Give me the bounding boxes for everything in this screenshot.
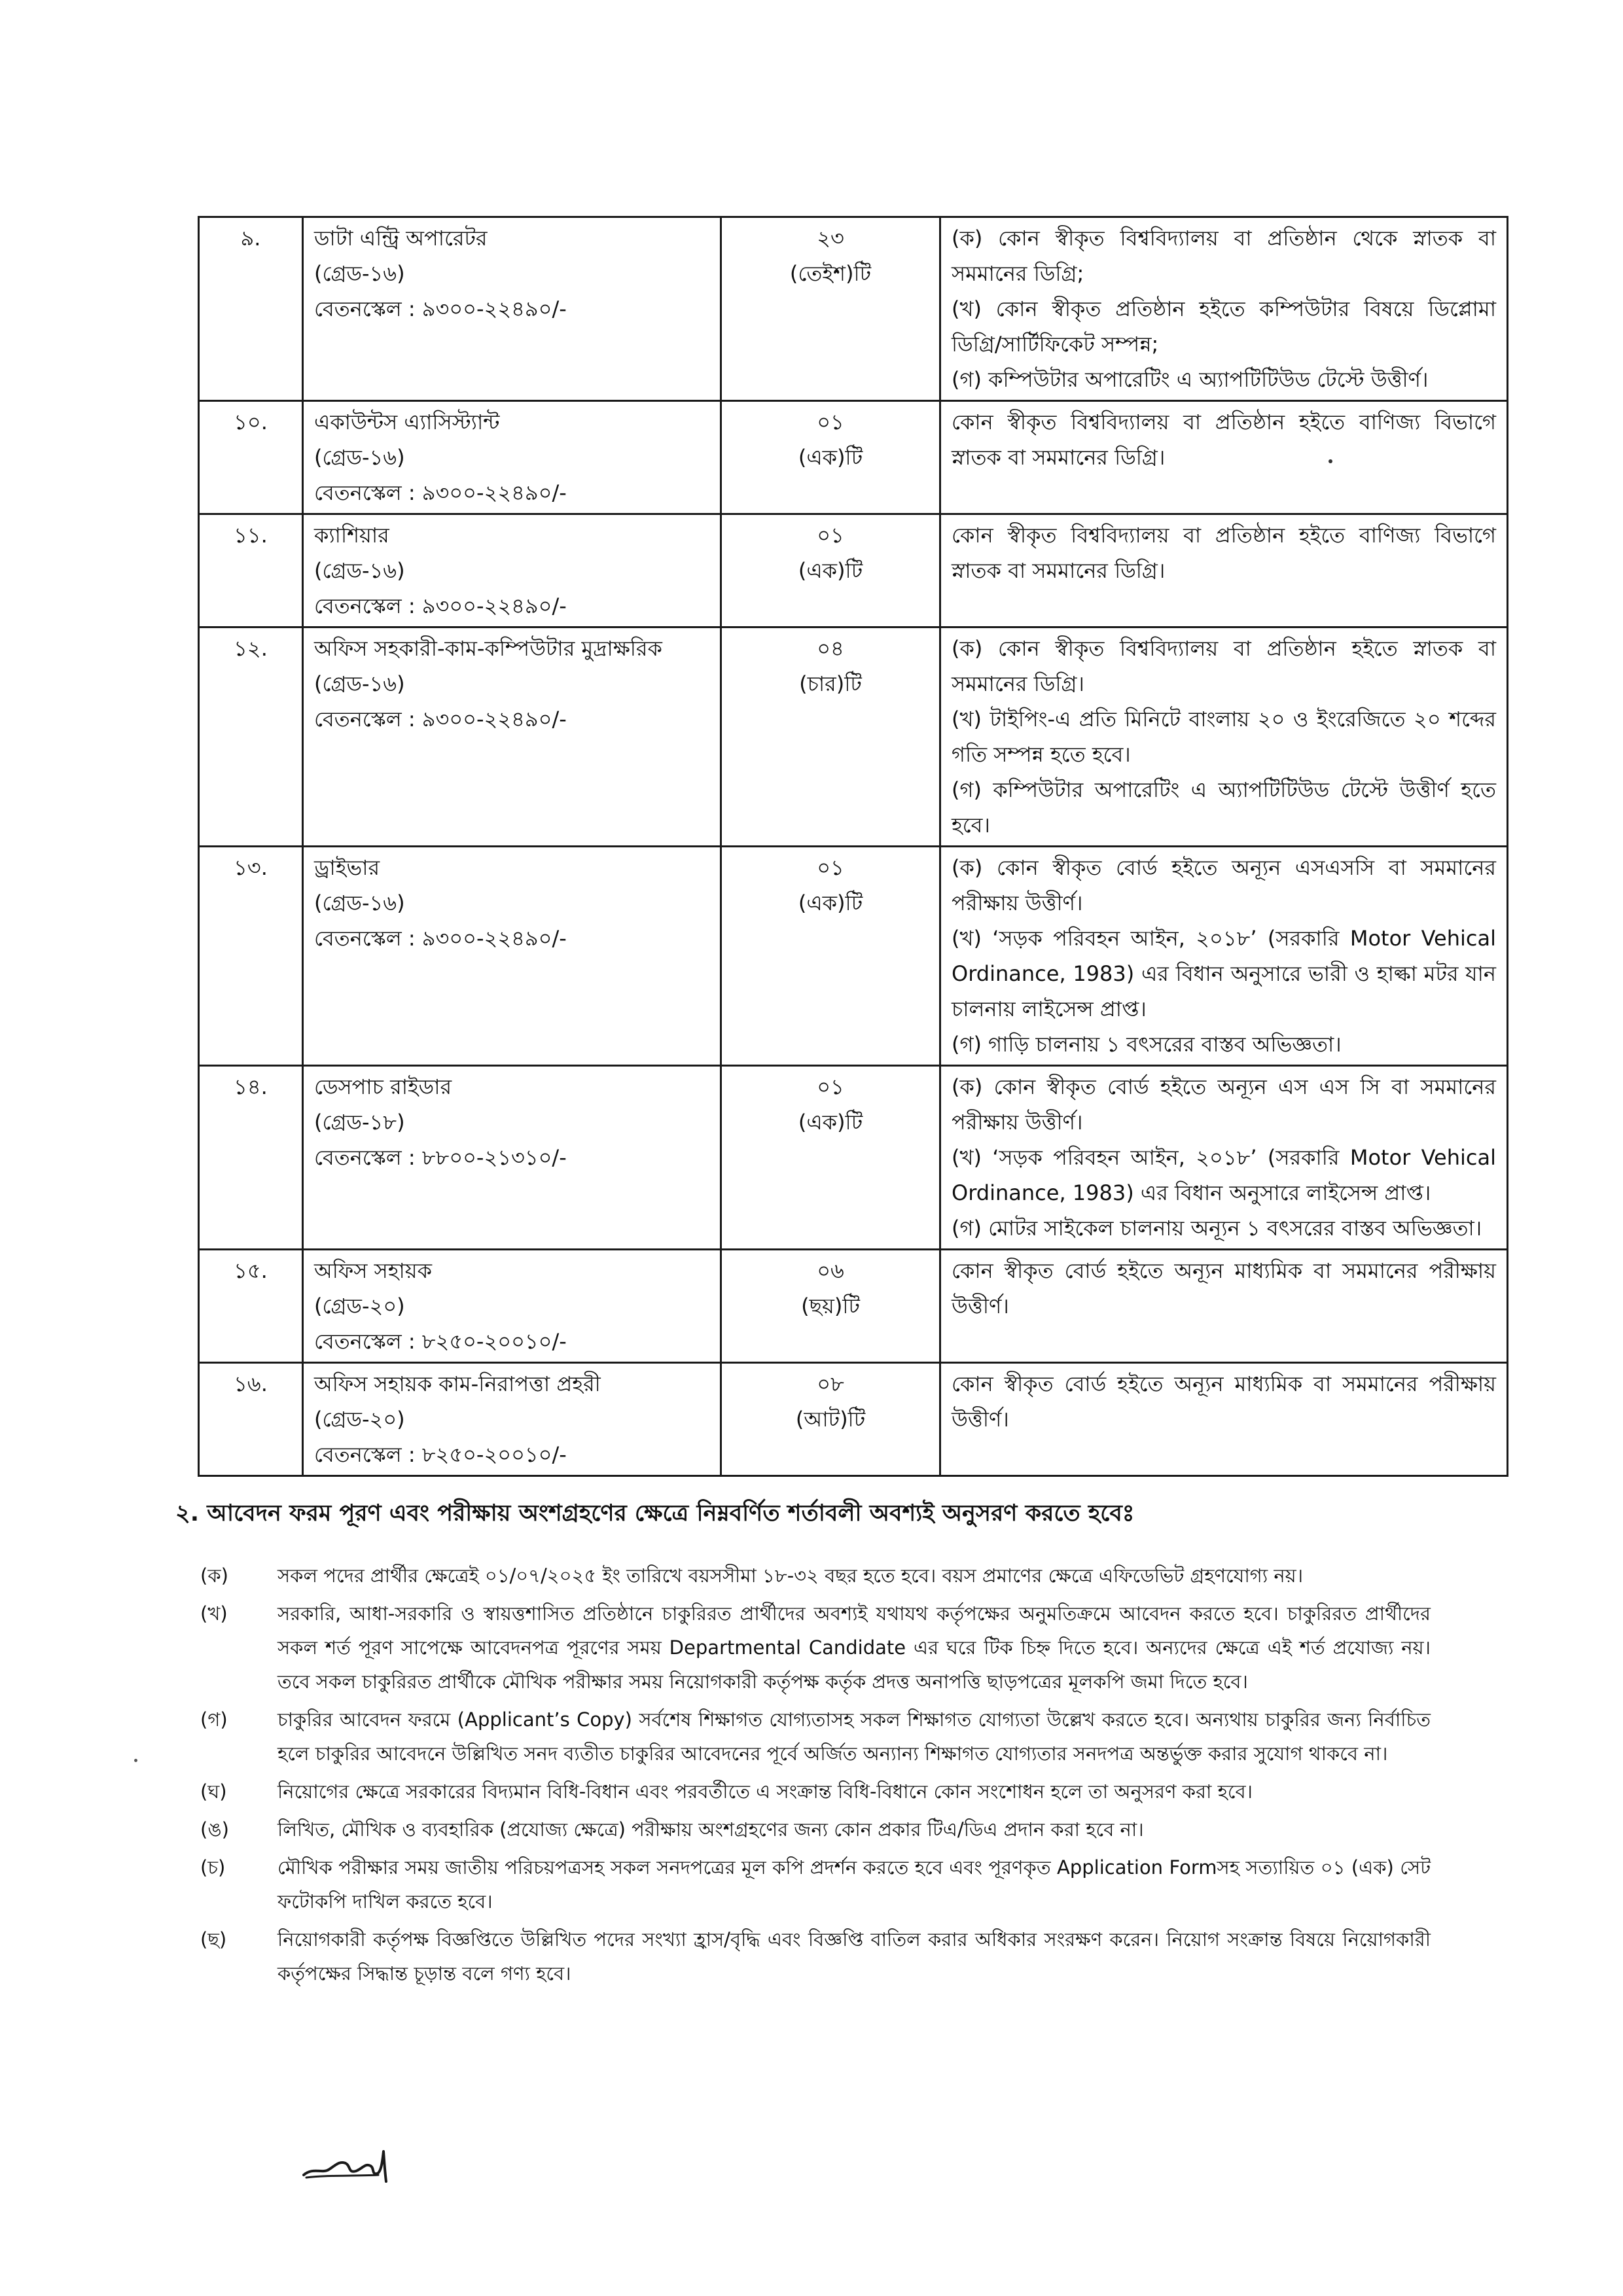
post-name-line: (গ্রেড-১৬) xyxy=(314,558,405,583)
post-serial xyxy=(199,514,303,627)
post-qualification-cell xyxy=(940,401,1508,514)
serial-number: ১৪. xyxy=(234,1074,268,1099)
post-count-line: ০৬ xyxy=(817,1258,844,1283)
serial-number: ৯. xyxy=(240,226,261,251)
post-count-cell xyxy=(721,847,940,1066)
post-name-line: অফিস সহায়ক কাম-নিরাপত্তা প্রহরী xyxy=(314,1371,601,1396)
post-name-line: বেতনস্কেল : ৯৩০০-২২৪৯০/- xyxy=(314,480,567,505)
post-count-line: ০১ xyxy=(817,1074,844,1099)
scan-speck xyxy=(134,1759,137,1762)
condition-item xyxy=(200,1559,1431,1593)
qualification-line: কোন স্বীকৃত বোর্ড হইতে অন্যূন মাধ্যমিক বা সমমানের পরীক্ষায় উত্তীর্ণ। xyxy=(952,1371,1496,1432)
post-qualification-cell xyxy=(940,1066,1508,1250)
post-qualification-cell xyxy=(940,847,1508,1066)
post-name-line: (গ্রেড-২০) xyxy=(314,1407,405,1432)
post-count-line: ০৮ xyxy=(817,1371,844,1396)
post-count-line: (এক)টি xyxy=(798,1110,863,1135)
post-serial xyxy=(199,401,303,514)
post-name-line: বেতনস্কেল : ৯৩০০-২২৪৯০/- xyxy=(314,593,567,618)
condition-label: (ঘ) xyxy=(200,1780,227,1803)
post-name-line: বেতনস্কেল : ৯৩০০-২২৪৯০/- xyxy=(314,707,567,732)
post-qualification-cell xyxy=(940,217,1508,401)
post-serial xyxy=(199,1363,303,1476)
signature-mark xyxy=(300,2141,398,2187)
qualification-line: (ক) কোন স্বীকৃত বিশ্ববিদ্যালয় বা প্রতিষ্ঠান হইতে স্নাতক বা সমমানের ডিগ্রি। xyxy=(952,636,1496,696)
post-qualification-cell xyxy=(940,514,1508,627)
post-name-line: ডাটা এন্ট্রি অপারেটর xyxy=(314,226,488,251)
post-count-line: (তেইশ)টি xyxy=(789,261,872,286)
conditions-heading: ২. আবেদন ফরম পূরণ এবং পরীক্ষায় অংশগ্রহণের ক্ষেত্রে নিম্নবর্ণিত শর্তাবলী অবশ্যই অনুসরণ করতে হবেঃ xyxy=(175,1500,1135,1527)
qualification-line: (খ) টাইপিং-এ প্রতি মিনিটে বাংলায় ২০ ও ইংরেজিতে ২০ শব্দের গতি সম্পন্ন হতে হবে। xyxy=(952,707,1496,767)
post-count-cell xyxy=(721,514,940,627)
post-name-line: বেতনস্কেল : ৯৩০০-২২৪৯০/- xyxy=(314,296,567,321)
post-name-cell xyxy=(303,217,721,401)
post-serial xyxy=(199,1250,303,1363)
post-row xyxy=(199,1363,1508,1476)
condition-label: (ছ) xyxy=(200,1928,227,1951)
post-count-cell xyxy=(721,401,940,514)
post-count-line: ০৪ xyxy=(817,636,844,661)
condition-label: (খ) xyxy=(200,1602,228,1625)
serial-number: ১০. xyxy=(234,410,268,434)
post-count-line: ০১ xyxy=(817,523,844,548)
condition-text: মৌখিক পরীক্ষার সময় জাতীয় পরিচয়পত্রসহ সকল সনদপত্রের মূল কপি প্রদর্শন করতে হবে এবং পূরণকৃত Application Formসহ সত্যায়িত ০১ (এক) সেট ফটোকপি দাখিল করতে হবে। xyxy=(277,1856,1431,1913)
condition-item xyxy=(200,1703,1431,1771)
post-name-line: একাউন্টস এ্যাসিস্ট্যান্ট xyxy=(314,410,500,434)
condition-item xyxy=(200,1922,1431,1990)
condition-item xyxy=(200,1812,1431,1846)
post-name-line: বেতনস্কেল : ৮৮০০-২১৩১০/- xyxy=(314,1145,567,1170)
post-serial xyxy=(199,627,303,847)
post-row xyxy=(199,1250,1508,1363)
qualification-line: (খ) ‘সড়ক পরিবহন আইন, ২০১৮’ (সরকারি Motor Vehical Ordinance, 1983) এর বিধান অনুসারে ভারী ও হাল্কা মটর যান চালনায় লাইসেন্স প্রাপ্ত। xyxy=(952,926,1496,1021)
serial-number: ১১. xyxy=(234,523,268,548)
post-name-line: (গ্রেড-২০) xyxy=(314,1294,405,1318)
post-count-line: ০১ xyxy=(817,855,844,880)
post-count-cell xyxy=(721,1363,940,1476)
post-name-cell xyxy=(303,1066,721,1250)
post-count-cell xyxy=(721,1066,940,1250)
qualification-line: (গ) কম্পিউটার অপারেটিং এ অ্যাপটিটিউড টেস্টে উত্তীর্ণ। xyxy=(952,367,1429,392)
post-row xyxy=(199,1066,1508,1250)
post-name-line: (গ্রেড-১৬) xyxy=(314,891,405,915)
post-count-line: (এক)টি xyxy=(798,558,863,583)
qualification-line: (গ) মোটর সাইকেল চালনায় অন্যূন ১ বৎসরের বাস্তব অভিজ্ঞতা। xyxy=(952,1216,1482,1241)
post-name-line: (গ্রেড-১৮) xyxy=(314,1110,405,1135)
serial-number: ১২. xyxy=(234,636,268,661)
serial-number: ১৩. xyxy=(234,855,268,880)
post-qualification-cell xyxy=(940,1250,1508,1363)
qualification-line: কোন স্বীকৃত বোর্ড হইতে অন্যূন মাধ্যমিক বা সমমানের পরীক্ষায় উত্তীর্ণ। xyxy=(952,1258,1496,1318)
post-serial xyxy=(199,217,303,401)
qualification-line: (ক) কোন স্বীকৃত বোর্ড হইতে অন্যূন এসএসসি বা সমমানের পরীক্ষায় উত্তীর্ণ। xyxy=(952,855,1496,915)
post-name-line: ক্যাশিয়ার xyxy=(314,523,389,548)
qualification-line: (খ) কোন স্বীকৃত প্রতিষ্ঠান হইতে কম্পিউটার বিষয়ে ডিপ্লোমা ডিগ্রি/সার্টিফিকেট সম্পন্ন; xyxy=(952,296,1496,357)
post-name-cell xyxy=(303,627,721,847)
conditions-list xyxy=(200,1559,1431,1994)
qualification-line: (ক) কোন স্বীকৃত বিশ্ববিদ্যালয় বা প্রতিষ্ঠান থেকে স্নাতক বা সমমানের ডিগ্রি; xyxy=(952,226,1496,286)
post-qualification-cell xyxy=(940,1363,1508,1476)
post-name-line: ডেসপাচ রাইডার xyxy=(314,1074,452,1099)
post-row xyxy=(199,217,1508,401)
post-row xyxy=(199,627,1508,847)
condition-label: (ক) xyxy=(200,1564,228,1587)
post-name-line: (গ্রেড-১৬) xyxy=(314,671,405,696)
condition-text: নিয়োগের ক্ষেত্রে সরকারের বিদ্যমান বিধি-বিধান এবং পরবর্তীতে এ সংক্রান্ত বিধি-বিধানে কোন সংশোধন হলে তা অনুসরণ করা হবে। xyxy=(277,1780,1253,1803)
post-count-line: (চার)টি xyxy=(799,671,862,696)
qualification-line: কোন স্বীকৃত বিশ্ববিদ্যালয় বা প্রতিষ্ঠান হইতে বাণিজ্য বিভাগে স্নাতক বা সমমানের ডিগ্রি। xyxy=(952,410,1496,470)
post-count-cell xyxy=(721,627,940,847)
post-serial xyxy=(199,1066,303,1250)
post-count-line: (এক)টি xyxy=(798,445,863,470)
condition-item xyxy=(200,1850,1431,1918)
post-name-line: ড্রাইভার xyxy=(314,855,380,880)
post-count-line: (এক)টি xyxy=(798,891,863,915)
condition-text: নিয়োগকারী কর্তৃপক্ষ বিজ্ঞপ্তিতে উল্লিখিত পদের সংখ্যা হ্রাস/বৃদ্ধি এবং বিজ্ঞপ্তি বাতিল করার অধিকার সংরক্ষণ করেন। নিয়োগ সংক্রান্ত বিষয়ে নিয়োগকারী কর্তৃপক্ষের সিদ্ধান্ত চূড়ান্ত বলে গণ্য হবে। xyxy=(277,1928,1431,1985)
post-count-line: (আট)টি xyxy=(795,1407,866,1432)
post-name-line: বেতনস্কেল : ৯৩০০-২২৪৯০/- xyxy=(314,926,567,951)
posts-table-body xyxy=(199,217,1508,1476)
post-name-line: বেতনস্কেল : ৮২৫০-২০০১০/- xyxy=(314,1329,567,1354)
condition-text: চাকুরির আবেদন ফরমে (Applicant’s Copy) সর্বশেষ শিক্ষাগত যোগ্যতাসহ সকল শিক্ষাগত যোগ্যতা উল্লেখ করতে হবে। অন্যথায় চাকুরির জন্য নির্বাচিত হলে চাকুরির আবেদনে উল্লিখিত সনদ ব্যতীত চাকুরির আবেদনের পূর্বে অর্জিত অন্যান্য শিক্ষাগত যোগ্যতার সনদপত্র অন্তর্ভুক্ত করার সুযোগ থাকবে না। xyxy=(277,1708,1431,1765)
post-row xyxy=(199,514,1508,627)
post-name-line: বেতনস্কেল : ৮২৫০-২০০১০/- xyxy=(314,1442,567,1467)
post-serial xyxy=(199,847,303,1066)
post-name-cell xyxy=(303,847,721,1066)
post-row xyxy=(199,401,1508,514)
post-count-cell xyxy=(721,217,940,401)
condition-label: (গ) xyxy=(200,1708,228,1731)
qualification-line: (গ) কম্পিউটার অপারেটিং এ অ্যাপটিটিউড টেস্টে উত্তীর্ণ হতে হবে। xyxy=(952,777,1496,838)
post-name-line: অফিস সহকারী-কাম-কম্পিউটার মুদ্রাক্ষরিক xyxy=(314,636,662,661)
condition-text: সরকারি, আধা-সরকারি ও স্বায়ত্তশাসিত প্রতিষ্ঠানে চাকুরিরত প্রার্থীদের অবশ্যই যথাযথ কর্তৃপক্ষের অনুমতিক্রমে আবেদন করতে হবে। চাকুরিরত প্রার্থীদের সকল শর্ত পূরণ সাপেক্ষে আবেদনপত্র পূরণের সময় Departmental Candidate এর ঘরে টিক চিহ্ন দিতে হবে। অন্যদের ক্ষেত্রে এই শর্ত প্রযোজ্য নয়। তবে সকল চাকুরিরত প্রার্থীকে মৌখিক পরীক্ষার সময় নিয়োগকারী কর্তৃপক্ষ কর্তৃক প্রদত্ত অনাপত্তি ছাড়পত্রের মূলকপি জমা দিতে হবে। xyxy=(277,1602,1431,1693)
post-name-cell xyxy=(303,514,721,627)
post-count-line: ০১ xyxy=(817,410,844,434)
post-name-line: অফিস সহায়ক xyxy=(314,1258,433,1283)
condition-label: (ঙ) xyxy=(200,1818,229,1841)
qualification-line: কোন স্বীকৃত বিশ্ববিদ্যালয় বা প্রতিষ্ঠান হইতে বাণিজ্য বিভাগে স্নাতক বা সমমানের ডিগ্রি। xyxy=(952,523,1496,583)
qualification-line: (ক) কোন স্বীকৃত বোর্ড হইতে অন্যূন এস এস সি বা সমমানের পরীক্ষায় উত্তীর্ণ। xyxy=(952,1074,1496,1135)
post-name-line: (গ্রেড-১৬) xyxy=(314,261,405,286)
condition-item xyxy=(200,1775,1431,1809)
condition-text: লিখিত, মৌখিক ও ব্যবহারিক (প্রযোজ্য ক্ষেত্রে) পরীক্ষায় অংশগ্রহণের জন্য কোন প্রকার টিএ/ডিএ প্রদান করা হবে না। xyxy=(277,1818,1144,1841)
post-count-line: (ছয়)টি xyxy=(801,1294,860,1318)
post-name-line: (গ্রেড-১৬) xyxy=(314,445,405,470)
post-row xyxy=(199,847,1508,1066)
condition-item xyxy=(200,1597,1431,1699)
post-qualification-cell xyxy=(940,627,1508,847)
posts-table xyxy=(198,216,1508,1477)
condition-label: (চ) xyxy=(200,1856,226,1879)
serial-number: ১৫. xyxy=(234,1258,268,1283)
post-name-cell xyxy=(303,1250,721,1363)
scan-speck xyxy=(1329,459,1332,463)
condition-text: সকল পদের প্রার্থীর ক্ষেত্রেই ০১/০৭/২০২৫ ইং তারিখে বয়সসীমা ১৮-৩২ বছর হতে হবে। বয়স প্রমাণের ক্ষেত্রে এফিডেভিট গ্রহণযোগ্য নয়। xyxy=(277,1564,1304,1587)
post-count-cell xyxy=(721,1250,940,1363)
serial-number: ১৬. xyxy=(234,1371,268,1396)
post-name-cell xyxy=(303,1363,721,1476)
qualification-line: (খ) ‘সড়ক পরিবহন আইন, ২০১৮’ (সরকারি Motor Vehical Ordinance, 1983) এর বিধান অনুসারে লাইসেন্স প্রাপ্ত। xyxy=(952,1145,1496,1205)
post-name-cell xyxy=(303,401,721,514)
qualification-line: (গ) গাড়ি চালনায় ১ বৎসরের বাস্তব অভিজ্ঞতা। xyxy=(952,1032,1342,1057)
post-count-line: ২৩ xyxy=(817,226,844,251)
